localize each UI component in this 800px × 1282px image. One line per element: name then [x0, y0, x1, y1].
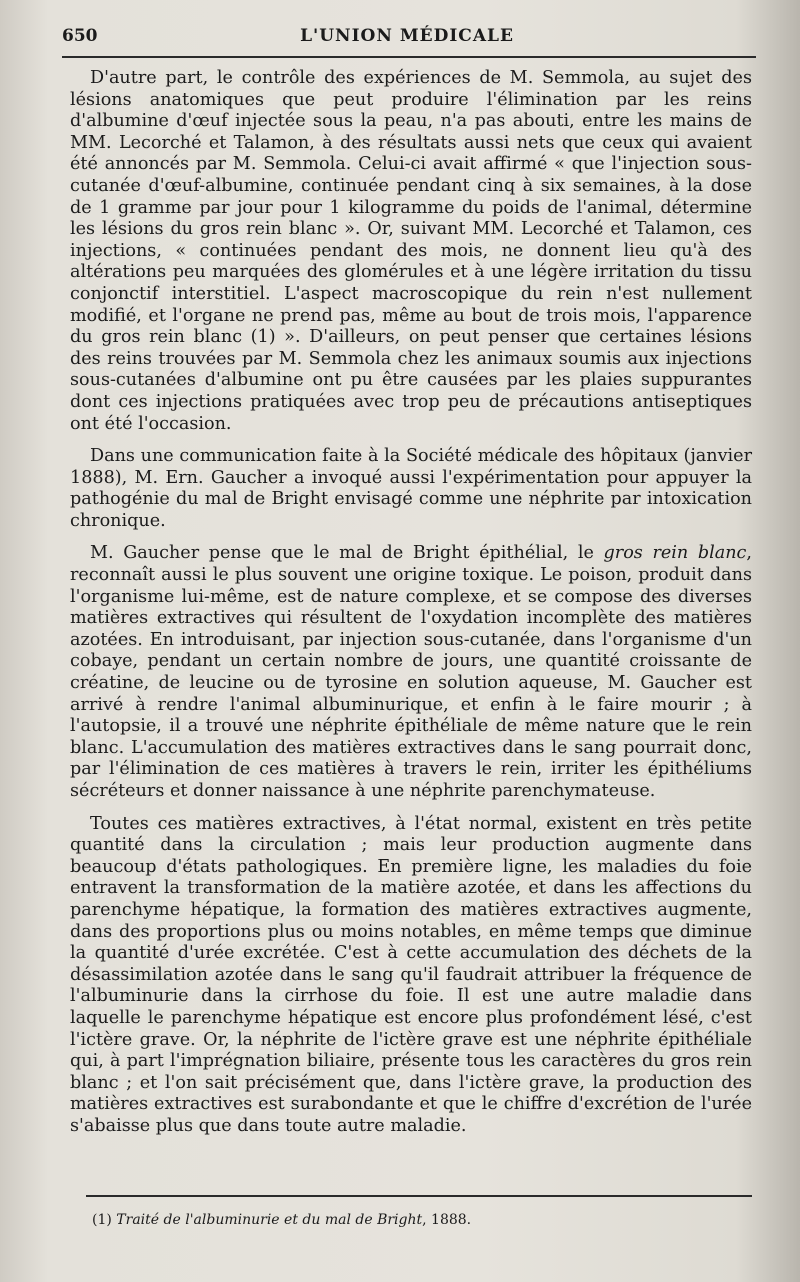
running-header — [62, 26, 752, 50]
emphasis-gros-rein-blanc: gros rein blanc — [603, 543, 747, 564]
footnote-title: Traité de l'albuminurie et du mal de Bright — [116, 1212, 423, 1228]
paragraph-semmola-experiments: D'autre part, le contrôle des expériences de M. Semmola, au sujet des lésions anatomiques que peut produire l'élimination par les reins d'albumine d'œuf injectée sous la peau, n'a pas abouti, entre les mains de MM. Lecorché et Talamon, à des résultats aussi nets que ceux qui avaient été annoncés par M. Semmola. Celui-ci avait affirmé « que l'injection sous-cutanée d'œuf-albumine, continuée pendant cinq à six semaines, à la dose de 1 gramme par jour pour 1 kilogramme du poids de l'animal, détermine les lésions du gros rein blanc ». Or, suivant MM. Lecorché et Talamon, ces injections, « continuées pendant des mois, ne donnent lieu qu'à des altérations peu marquées des glomérules et à une légère irritation du tissu conjonctif interstitiel. L'aspect macroscopique du rein n'est nullement modifié, et l'organe ne prend pas, même au bout de trois mois, l'apparence du gros rein blanc (1) ». D'ailleurs, on peut penser que certaines lésions des reins trouvées par M. Semmola chez les animaux soumis aux injections sous-cutanées d'albumine ont pu être causées par les plaies suppurantes dont ces injections pratiquées avec trop peu de précautions antiseptiques ont été l'occasion. — [70, 68, 752, 434]
paragraph-gaucher-communication: Dans une communication faite à la Société médicale des hôpitaux (janvier 1888), M. Ern. Gaucher a invoqué aussi l'expérimentation pour appuyer la pathogénie du mal de Bright envisagé comme une néphrite par intoxication chronique. — [70, 446, 752, 531]
paragraph-text: , reconnaît aussi le plus souvent une origine toxique. Le poison, produit dans l'organisme lui-même, est de nature complexe, et se compose des diverses matières extractives qui résultent de l'oxydation incomplète des matières azotées. En introduisant, par injection sous-cutanée, dans l'organisme d'un cobaye, pendant un certain nombre de jours, une quantité croissante de créatine, de leucine ou de tyrosine en solution aqueuse, M. Gaucher est arrivé à rendre l'animal albuminurique, et enfin à le faire mourir ; à l'autopsie, il a trouvé une néphrite épithéliale de même nature que le rein blanc. L'accumulation des matières extractives dans le sang pourrait donc, par l'élimination de ces matières à travers le rein, irriter les épithéliums sécréteurs et donner naissance à une néphrite parenchymateuse. — [70, 543, 753, 801]
page-number: 650 — [62, 26, 98, 46]
paragraph-text: M. Gaucher pense que le mal de Bright épithélial, le — [90, 543, 604, 564]
footnote-year: , 1888. — [422, 1212, 472, 1228]
header-rule — [62, 56, 756, 58]
paragraph-extractive-matters: Toutes ces matières extractives, à l'état normal, existent en très petite quantité dans la circulation ; mais leur production augmente dans beaucoup d'états pathologiques. En première ligne, les maladies du foie entravent la transformation de la matière azotée, et dans les affections du parenchyme hépatique, la formation des matières extractives augmente, dans des proportions plus ou moins notables, en même temps que diminue la quantité d'urée excrétée. C'est à cette accumulation des déchets de la désassimilation azotée dans le sang qu'il faudrait attribuer la fréquence de l'albuminurie dans la cirrhose du foie. Il est une autre maladie dans laquelle le parenchyme hépatique est encore plus profondément lésé, c'est l'ictère grave. Or, la néphrite de l'ictère grave est une néphrite épithéliale qui, à part l'imprégnation biliaire, présente tous les caractères du gros rein blanc ; et l'on sait précisément que, dans l'ictère grave, la production des matières extractives est surabondante et que le chiffre d'excrétion de l'urée s'abaisse plus que dans toute autre maladie. — [70, 813, 752, 1136]
footnote-marker: (1) — [92, 1212, 112, 1228]
journal-title: L'UNION MÉDICALE — [300, 26, 514, 46]
footnote-rule — [86, 1195, 752, 1197]
footnote — [92, 1211, 752, 1229]
article-body — [70, 68, 752, 1138]
paragraph-gaucher-theory — [70, 543, 752, 802]
